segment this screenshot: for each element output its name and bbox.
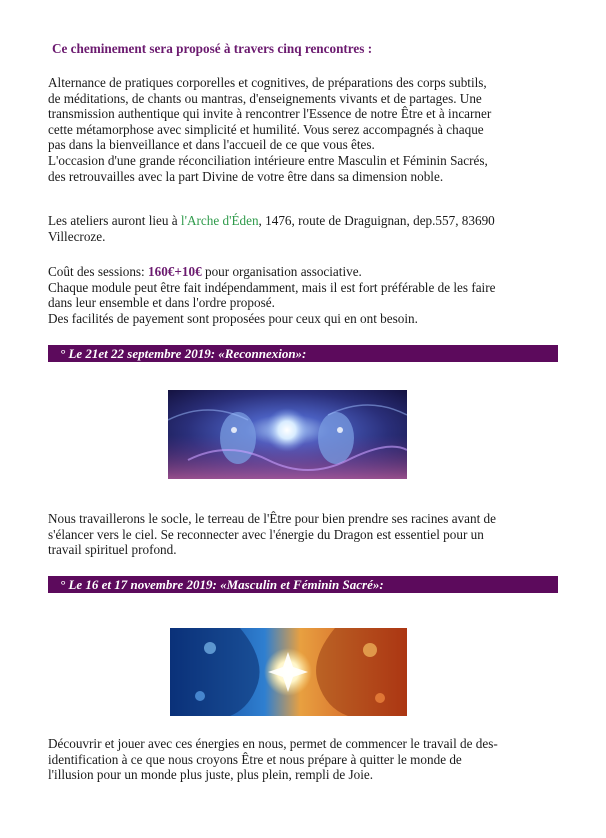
location-prefix: Les ateliers auront lieu à [48, 213, 181, 228]
session1-line: travail spirituel profond. [48, 542, 177, 558]
cost-detail-line: Des facilités de payement sont proposées pour ceux qui en ont besoin. [48, 310, 418, 326]
cost-paragraph [48, 264, 566, 326]
session2-title-band: ° Le 16 et 17 novembre 2019: «Masculin et Féminin Sacré»: [48, 576, 558, 593]
description-line: cette métamorphose avec simplicité et humilité. Vous serez accompagnés à chaque [48, 121, 484, 137]
description-paragraph [48, 75, 566, 184]
session2-description [48, 736, 566, 783]
cost-price: 160€+10€ [148, 264, 202, 279]
intro-title: Ce cheminement sera proposé à travers cinq rencontres : [52, 41, 373, 56]
session2-line: Découvrir et jouer avec ces énergies en nous, permet de commencer le travail de des- [48, 736, 498, 751]
cost-detail-line: Chaque module peut être fait indépendamment, mais il est fort préférable de les faire [48, 279, 496, 295]
session2-line: identification à ce que nous croyons Être et nous prépare à quitter le monde de [48, 751, 462, 767]
description-line: de méditations, de chants ou mantras, d'enseignements vivants et de partages. Une [48, 90, 482, 106]
description-line: des retrouvailles avec la part Divine de votre être dans sa dimension noble. [48, 168, 444, 184]
session1-description [48, 511, 566, 558]
session1-line: Nous travaillerons le socle, le terreau de l'Être pour bien prendre ses racines avant de [48, 511, 497, 526]
venue-link[interactable]: l'Arche d'Éden [180, 213, 259, 228]
masculin-feminin-image [170, 628, 407, 716]
cost-detail-line: dans leur ensemble et dans l'ordre proposé. [48, 295, 275, 311]
cost-suffix: pour organisation associative. [201, 264, 362, 279]
description-line: transmission authentique qui invite à rencontrer l'Essence de notre Être et à incarner [48, 106, 492, 122]
description-line: L'occasion d'une grande réconciliation intérieure entre Masculin et Féminin Sacrés, [48, 152, 488, 168]
location-paragraph [48, 213, 566, 244]
location-address: , 1476, route de Draguignan, dep.557, 83690 [258, 213, 495, 228]
location-line [48, 213, 566, 229]
cost-prefix: Coût des sessions: [48, 264, 149, 279]
session1-title-band: ° Le 21et 22 septembre 2019: «Reconnexion»: [48, 345, 558, 362]
cost-line [48, 264, 566, 280]
reconnexion-image [168, 390, 407, 479]
description-line: pas dans la bienveillance et dans l'accueil de ce que vous êtes. [48, 137, 375, 153]
location-city: Villecroze. [48, 228, 106, 244]
session1-line: s'élancer vers le ciel. Se reconnecter avec l'énergie du Dragon est essentiel pour un [48, 526, 484, 542]
description-line: Alternance de pratiques corporelles et cognitives, de préparations des corps subtils, [48, 75, 487, 90]
session2-line: l'illusion pour un monde plus juste, plus plein, rempli de Joie. [48, 767, 374, 783]
